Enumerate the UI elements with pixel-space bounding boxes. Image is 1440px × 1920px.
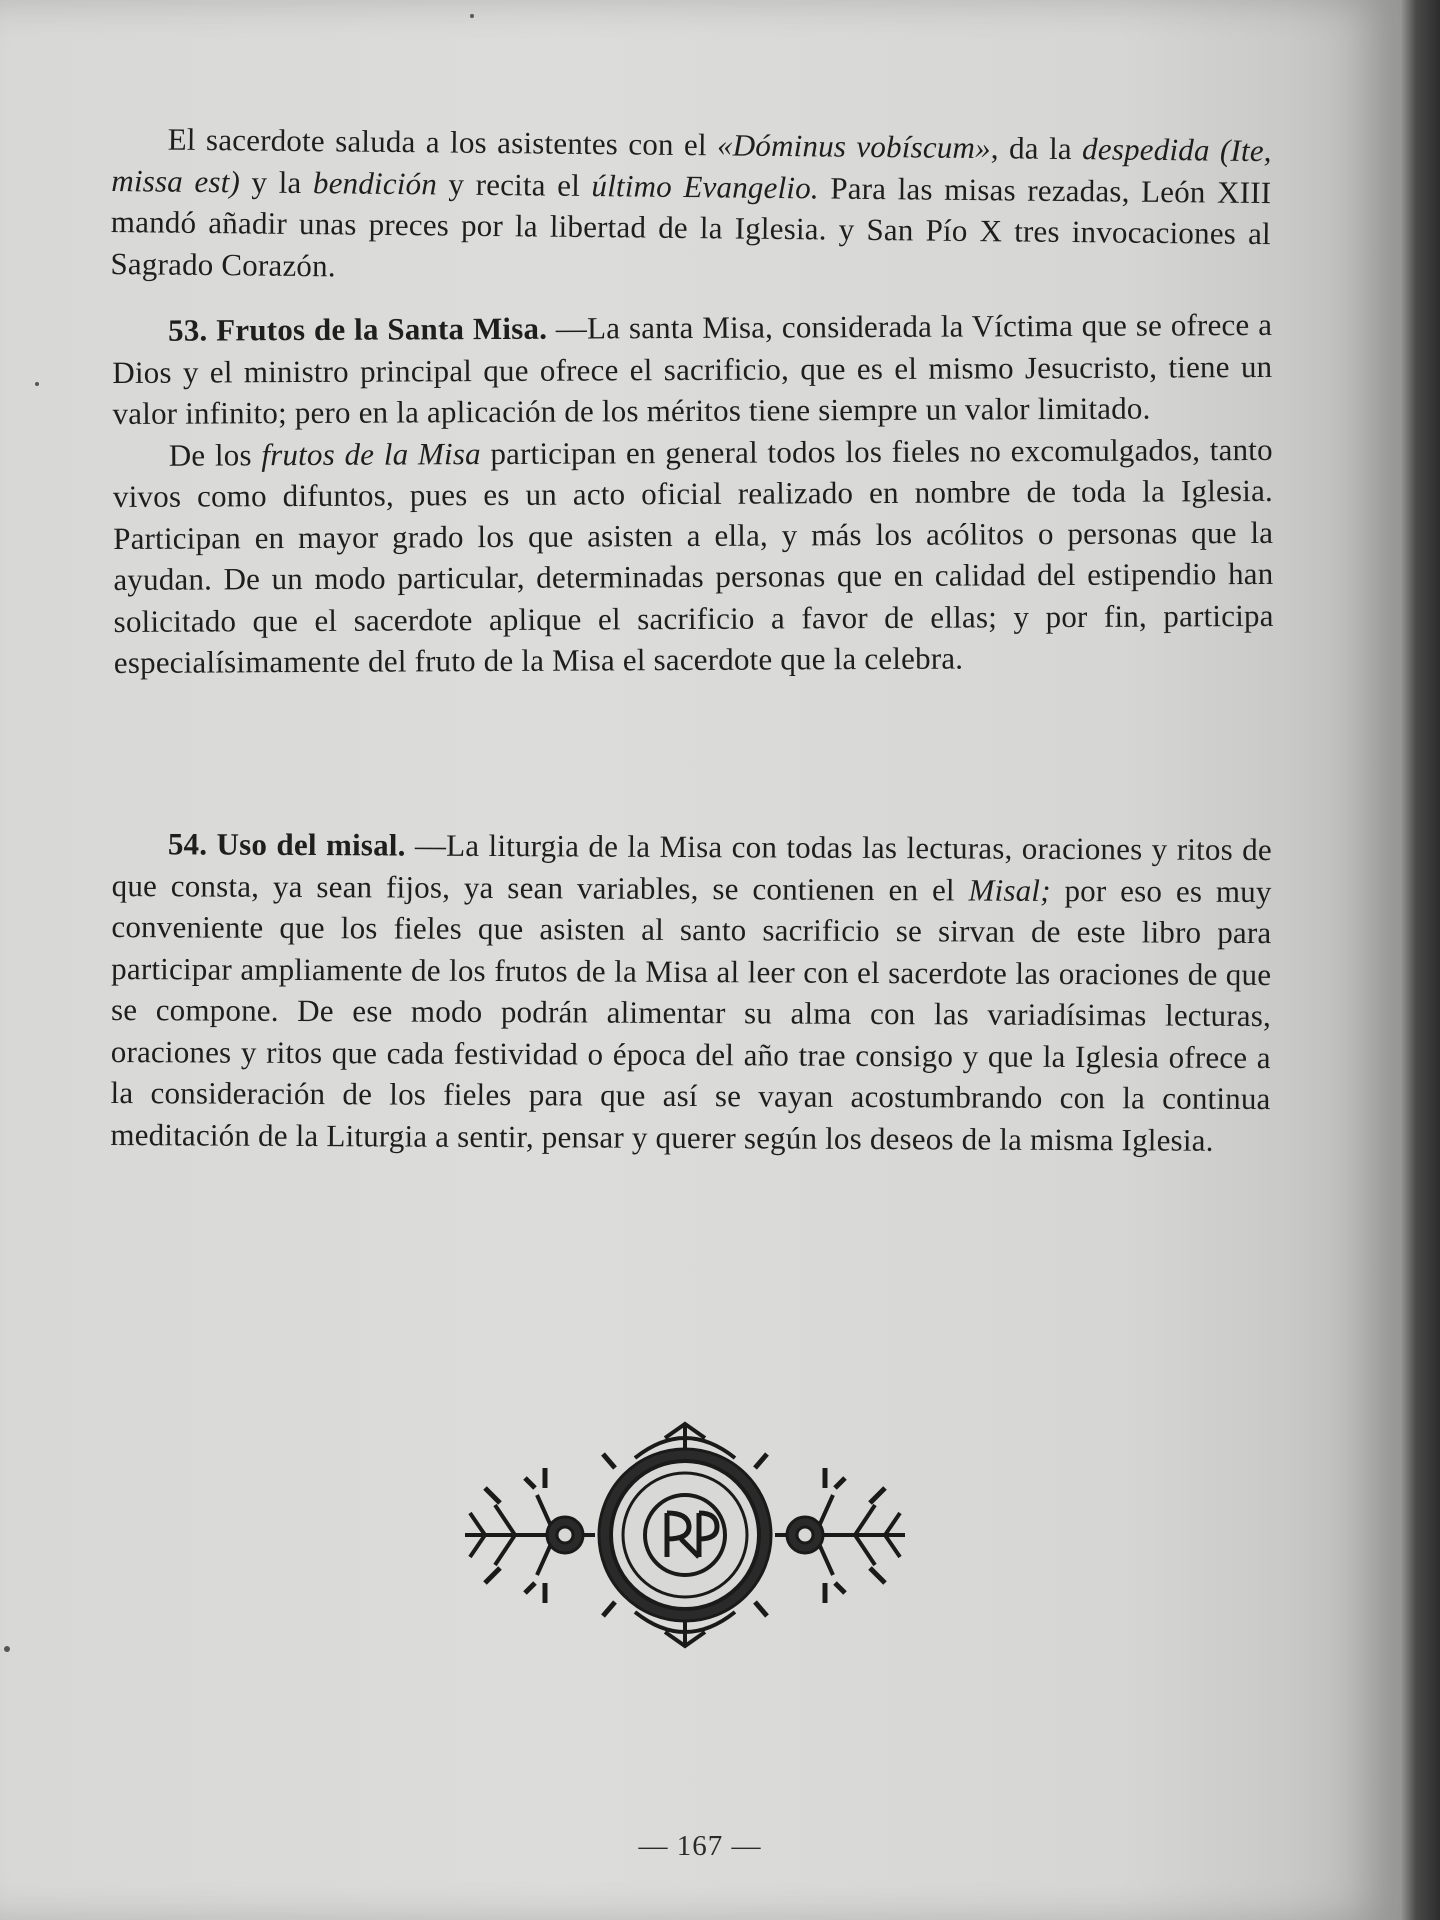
section-54-number: 54. [167,826,208,862]
section-54-text [110,828,1272,1158]
section-54-title: Uso del misal. [216,826,406,863]
paper-speck [4,1646,10,1652]
page-number: — 167 — [638,1830,762,1862]
paper-speck [470,14,474,18]
section-53-paragraph-2-segment: frutos de la Misa [261,435,481,472]
book-binding-shadow [1400,0,1440,1920]
intro-paragraph-text-segment: y la [239,163,314,200]
section-54 [110,823,1272,1161]
section-53-paragraph-1 [112,304,1273,435]
intro-paragraph-text-segment: despedida (Ite, missa est) [111,131,1272,199]
intro-paragraph-text-segment: Para las misas rezadas, León XIII mandó añadir unas preces por la libertad de la Iglesia. y San Pío X tres invocaciones al Sagrado Corazón. [110,169,1272,283]
section-53-paragraph-2-segment: De los [168,436,262,473]
intro-paragraph-text-segment: , da la [990,130,1083,167]
section-53-title: Frutos de la Santa Misa. [216,310,548,348]
section-53 [112,304,1274,684]
intro-paragraph [110,118,1272,296]
section-54-text-segment: La liturgia de la Misa con todas las lecturas, oraciones y ritos de que consta, ya sean fijos, ya sean variables, se contienen en el [111,827,1272,907]
paper-speck [35,382,39,386]
floral-ornament-icon [455,1418,915,1653]
section-54-text-segment: por eso es muy conveniente que los fieles que asisten al santo sacrificio se sirvan de este libro para participar ampliamente de los frutos de la Misa al leer con el sacerdote las oraciones de que se compone. De ese modo podrán alimentar su alma con las variadísimas lecturas, oraciones y ritos que cada festividad o época del año trae consigo y que la Iglesia ofrece a la consideración de los fieles para que así se vayan acostumbrando con la continua meditación de la Liturgia a sentir, pensar y querer según los deseos de la misma Iglesia. [110,872,1272,1158]
intro-paragraph-text [110,118,1272,296]
section-53-text: La santa Misa, considerada la Víctima que se ofrece a Dios y el ministro principal que ofrece el sacrificio, que es el mismo Jesucristo, tiene un valor infinito; pero en la aplicación de los méritos tiene siempre un valor limitado. [112,306,1273,431]
intro-paragraph-text-segment: y recita el [436,165,592,203]
section-53-paragraph-2 [113,428,1274,683]
intro-paragraph-text-segment: El sacerdote saluda a los asistentes con el [167,121,718,163]
section-54-paragraph [110,823,1272,1161]
section-54-text-segment: Misal; [968,871,1051,908]
intro-paragraph-text-segment: bendición [312,164,438,201]
intro-paragraph-text-segment: «Dóminus vobíscum» [716,127,992,166]
section-54-dash: — [414,827,447,863]
section-53-dash: — [555,310,588,346]
section-53-paragraph-2-segment: participan en general todos los fieles no excomulgados, tanto vivos como difuntos, pues es un acto oficial realizado en nombre de toda la Iglesia. Participan en mayor grado los que asisten a ella, y más los acólitos o personas que la ayudan. De un modo particular, determinadas personas que en calidad del estipendio han solicitado que el sacerdote aplique el sacrificio a favor de ellas; y por fin, participa especialísimamente del fruto de la Misa el sacerdote que la celebra. [112,431,1274,680]
intro-paragraph-text-segment: último Evangelio. [591,167,820,205]
section-53-number: 53. [168,312,208,348]
